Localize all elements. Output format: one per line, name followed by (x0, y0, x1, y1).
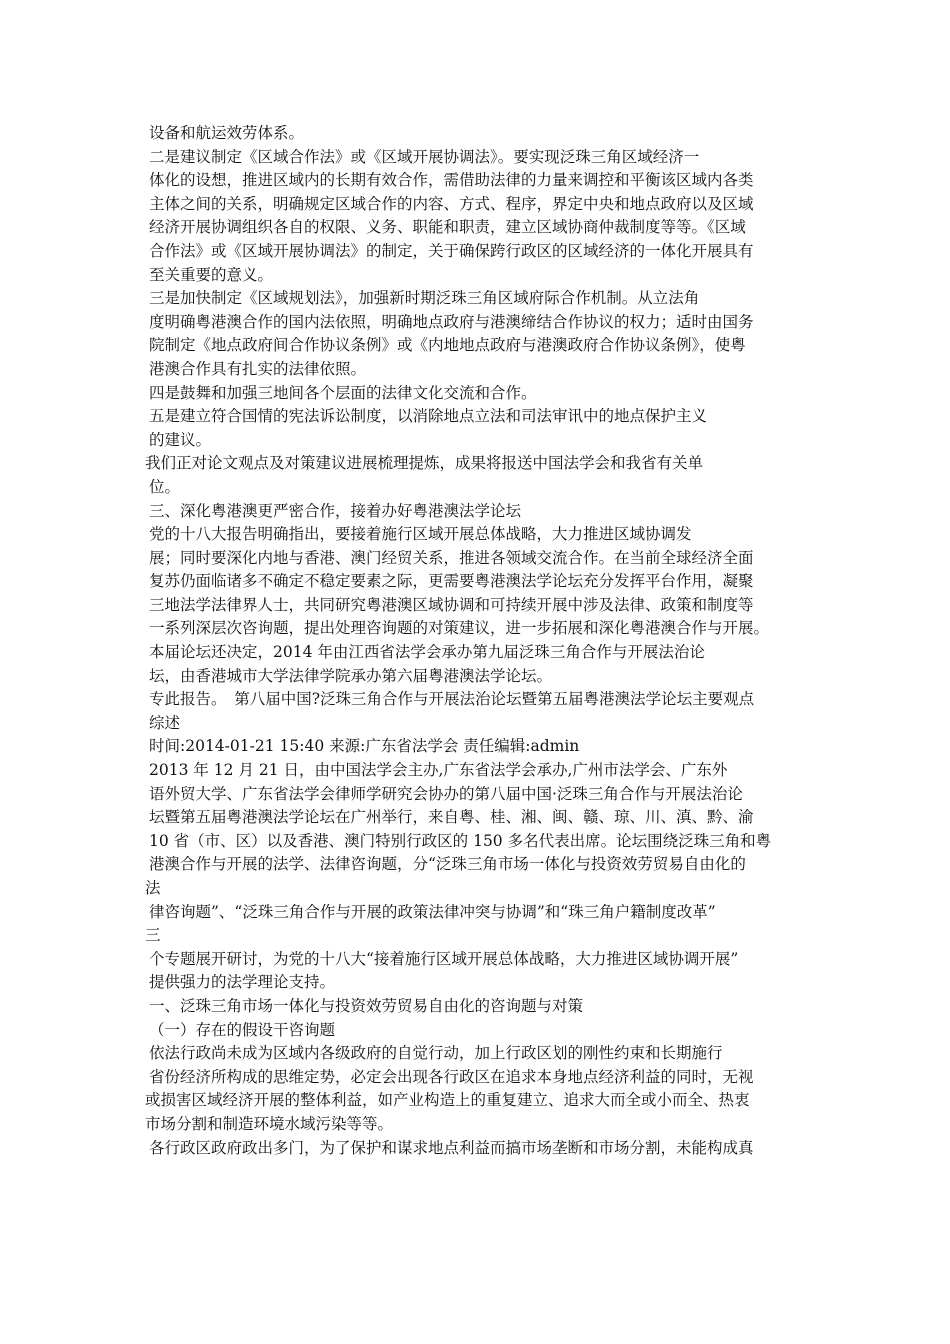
text-line: 港澳合作具有扎实的法律依照。 (149, 359, 367, 378)
text-line: 或损害区域经济开展的整体利益，如产业构造上的重复建立、追求大而全或小而全、热衷 (145, 1091, 750, 1110)
text-line: 合作法》或《区域开展协调法》的制定，关于确保跨行政区的区域经济的一体化开展具有 (149, 241, 754, 260)
text-line: 2013 年 12 月 21 日，由中国法学会主办,广东省法学会承办,广州市法学会、广东外 (149, 761, 728, 780)
text-line: 五是建立符合国情的宪法诉讼制度，以消除地点立法和司法审讯中的地点保护主义 (149, 407, 708, 426)
text-line: 法 (145, 879, 161, 897)
text-line: 二是建议制定《区域合作法》或《区域开展协调法》。要实现泛珠三角区域经济一 (149, 147, 700, 166)
text-line: 展；同时要深化内地与香港、澳门经贸关系，推进各领域交流合作。在当前全球经济全面 (149, 548, 754, 567)
text-line: 综述 (149, 713, 181, 732)
document-body (145, 122, 820, 1160)
text-line: 各行政区政府政出多门，为了保护和谋求地点利益而搞市场垄断和市场分割，未能构成真 (149, 1138, 754, 1157)
text-line: 个专题展开研讨，为党的十八大“接着施行区域开展总体战略，大力推进区域协调开展” (149, 949, 739, 968)
text-line: 复苏仍面临诸多不确定不稳定要素之际，更需要粤港澳法学论坛充分发挥平台作用，凝聚 (149, 572, 754, 591)
text-line: 专此报告。 第八届中国?泛珠三角合作与开展法治论坛暨第五届粤港澳法学论坛主要观点 (149, 690, 755, 709)
text-line: 港澳合作与开展的法学、法律咨询题，分“泛珠三角市场一体化与投资效劳贸易自由化的 (149, 855, 746, 874)
text-line: 一、泛珠三角市场一体化与投资效劳贸易自由化的咨询题与对策 (149, 996, 584, 1015)
text-line: 体化的设想，推进区域内的长期有效合作，需借助法律的力量来调控和平衡该区域内各类 (149, 171, 754, 190)
text-line: 律咨询题”、“泛珠三角合作与开展的政策法律冲突与协调”和“珠三角户籍制度改革” (149, 902, 716, 921)
text-line: 度明确粤港澳合作的国内法依照，明确地点政府与港澳缔结合作协议的权力；适时由国务 (149, 312, 754, 331)
text-line: 省份经济所构成的思维定势，必定会出现各行政区在追求本身地点经济利益的同时，无视 (149, 1067, 754, 1086)
text-line: 语外贸大学、广东省法学会律师学研究会协办的第八届中国·泛珠三角合作与开展法治论 (149, 784, 743, 803)
text-line: 我们正对论文观点及对策建议进展梳理提炼，成果将报送中国法学会和我省有关单 (145, 454, 704, 473)
text-line: 党的十八大报告明确指出，要接着施行区域开展总体战略，大力推进区域协调发 (149, 525, 692, 544)
text-line: （一）存在的假设干咨询题 (149, 1020, 336, 1039)
text-line: 依法行政尚未成为区域内各级政府的自觉行动，加上行政区划的刚性约束和长期施行 (149, 1044, 723, 1063)
text-line: 三 (145, 926, 161, 945)
text-line: 至关重要的意义。 (149, 265, 274, 284)
text-line: 的建议。 (149, 430, 212, 449)
text-line: 市场分割和制造环境水域污染等等。 (145, 1114, 394, 1133)
text-line: 坛，由香港城市大学法律学院承办第六届粤港澳法学论坛。 (149, 666, 553, 685)
text-line: 主体之间的关系，明确规定区域合作的内容、方式、程序，界定中央和地点政府以及区域 (149, 194, 754, 213)
text-line: 三地法学法律界人士，共同研究粤港澳区域协调和可持续开展中涉及法律、政策和制度等 (149, 595, 754, 614)
text-line: 四是鼓舞和加强三地间各个层面的法律文化交流和合作。 (149, 383, 537, 402)
text-line: 10 省（市、区）以及香港、澳门特别行政区的 150 多名代表出席。论坛围绕泛珠三角和粤 (149, 831, 772, 850)
text-line: 三是加快制定《区域规划法》，加强新时期泛珠三角区域府际合作机制。从立法角 (149, 289, 700, 308)
text-line: 经济开展协调组织各自的权限、义务、职能和职责，建立区域协商仲裁制度等等。《区域 (149, 218, 746, 237)
text-line: 设备和航运效劳体系。 (149, 124, 305, 142)
text-line: 院制定《地点政府间合作协议条例》或《内地地点政府与港澳政府合作协议条例》，使粤 (149, 336, 746, 355)
text-line: 时间:2014-01-21 15:40 来源:广东省法学会 责任编辑:admin (149, 737, 580, 756)
text-line: 一系列深层次咨询题，提出处理咨询题的对策建议，进一步拓展和深化粤港澳合作与开展。 (149, 619, 770, 638)
text-line: 位。 (149, 477, 181, 496)
text-line: 提供强力的法学理论支持。 (149, 973, 336, 992)
text-line: 坛暨第五届粤港澳法学论坛在广州举行，来自粤、桂、湘、闽、赣、琼、川、滇、黔、渝 (149, 808, 754, 827)
text-line: 三、深化粤港澳更严密合作，接着办好粤港澳法学论坛 (149, 501, 522, 520)
text-line: 本届论坛还决定，2014 年由江西省法学会承办第九届泛珠三角合作与开展法治论 (149, 643, 705, 662)
